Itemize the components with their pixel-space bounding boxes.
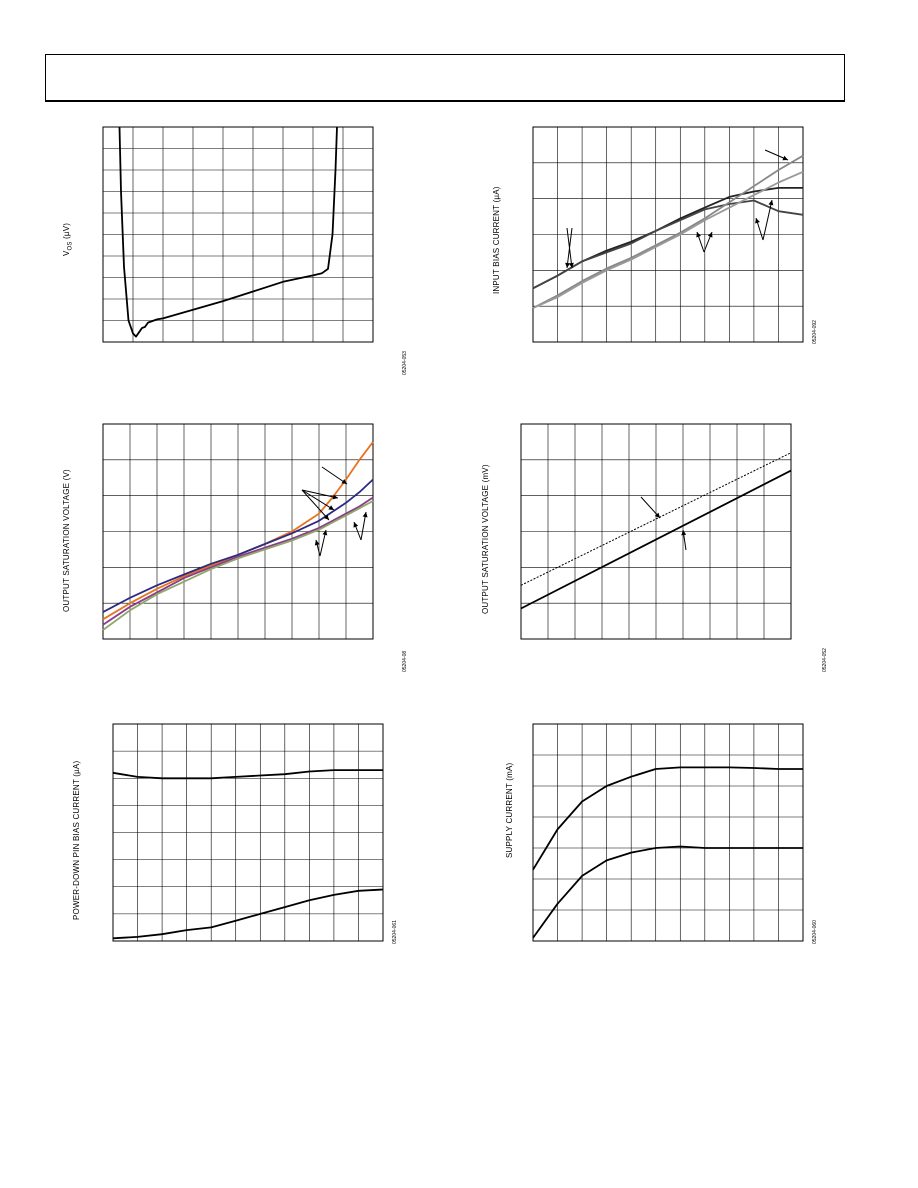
callout-arrow-head xyxy=(322,530,327,535)
chart-5-figure-code: 05204-061 xyxy=(392,920,398,944)
callout-arrow-head xyxy=(681,530,686,535)
chart-4-ylabel: OUTPUT SATURATION VOLTAGE (mV) xyxy=(481,464,490,614)
series-line-5-0 xyxy=(533,767,803,869)
callout-arrow-head xyxy=(768,200,773,205)
chart-2-ylabel: INPUT BIAS CURRENT (µA) xyxy=(492,186,501,294)
callout-arrow xyxy=(302,490,334,510)
chart-6-ylabel: SUPPLY CURRENT (mA) xyxy=(505,762,514,858)
series-line-1-2 xyxy=(533,156,803,308)
chart-3-ylabel: OUTPUT SATURATION VOLTAGE (V) xyxy=(62,469,71,612)
chart-2-figure-code: 05204-092 xyxy=(812,320,818,344)
callout-arrow-head xyxy=(363,512,368,517)
chart-1-figure-code: 05204-053 xyxy=(402,351,408,375)
chart-3-figure-code: 05204-08 xyxy=(402,650,408,672)
series-line-4-0 xyxy=(113,770,383,778)
chart-5-ylabel: POWER-DOWN PIN BIAS CURRENT (µA) xyxy=(72,760,81,920)
chart-1-ylabel: $V_{OS}$ (µV) xyxy=(62,222,74,256)
chart-6-figure-code: 05204-060 xyxy=(812,920,818,944)
callout-arrow-head xyxy=(565,263,570,268)
callout-arrow xyxy=(302,490,338,498)
chart-4-figure-code: 05204-052 xyxy=(822,648,828,672)
series-line-1-1 xyxy=(533,201,803,289)
series-line-5-1 xyxy=(533,847,803,938)
plot-frame xyxy=(533,724,803,941)
series-line-0-0 xyxy=(120,127,338,337)
